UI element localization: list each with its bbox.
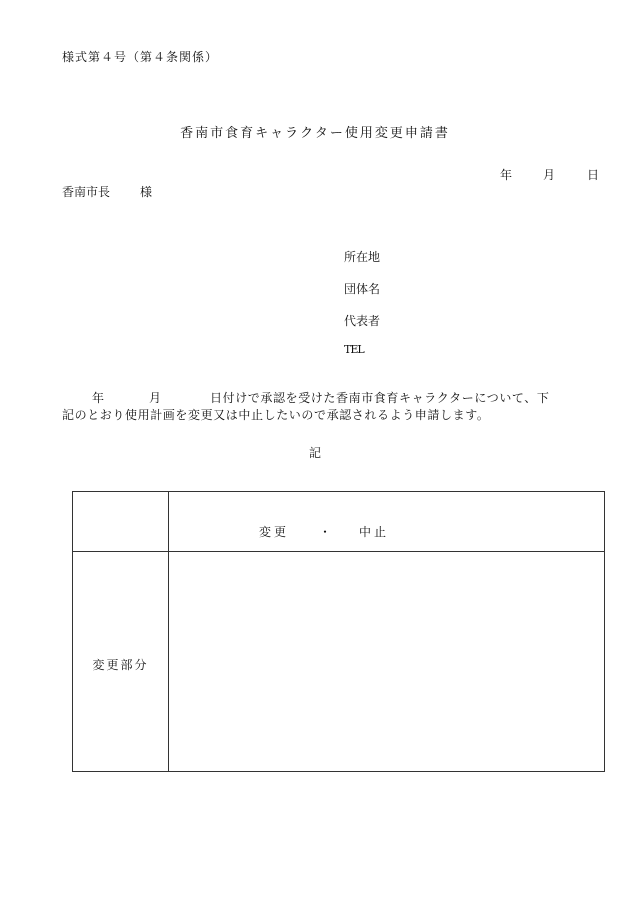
applicant-representative-label: 代表者 — [344, 314, 381, 328]
date-month-label: 月 — [543, 168, 556, 182]
applicant-address-label: 所在地 — [344, 250, 381, 264]
applicant-organization-label: 団体名 — [344, 282, 381, 296]
option-stop[interactable]: 中止 — [359, 525, 390, 539]
ki-heading: 記 — [308, 446, 321, 460]
body-year-label: 年 — [92, 391, 105, 405]
form-number: 様式第４号（第４条関係） — [62, 50, 219, 64]
addressee — [62, 183, 152, 200]
body-month-label: 月 — [149, 391, 162, 405]
applicant-tel-label: TEL — [344, 343, 364, 356]
body-text-line-2: 記のとおり使用計画を変更又は中止したいので承認されるよう申請します。 — [62, 408, 490, 422]
addressee-name: 香南市長 — [62, 185, 111, 199]
date-day-label: 日 — [587, 168, 600, 182]
date-year-label: 年 — [500, 168, 513, 182]
body-line-1-text: 日付けで承認を受けた香南市食育キャラクターについて、下 — [210, 391, 550, 405]
option-change[interactable]: 変更 — [259, 525, 290, 539]
changed-part-label: 変更部分 — [92, 658, 149, 672]
document-title: 香南市食育キャラクター使用変更申請書 — [180, 126, 450, 141]
change-details-table — [72, 491, 605, 772]
option-separator: ・ — [319, 525, 332, 539]
changed-part-field[interactable] — [169, 552, 604, 771]
addressee-honorific: 様 — [140, 185, 153, 199]
